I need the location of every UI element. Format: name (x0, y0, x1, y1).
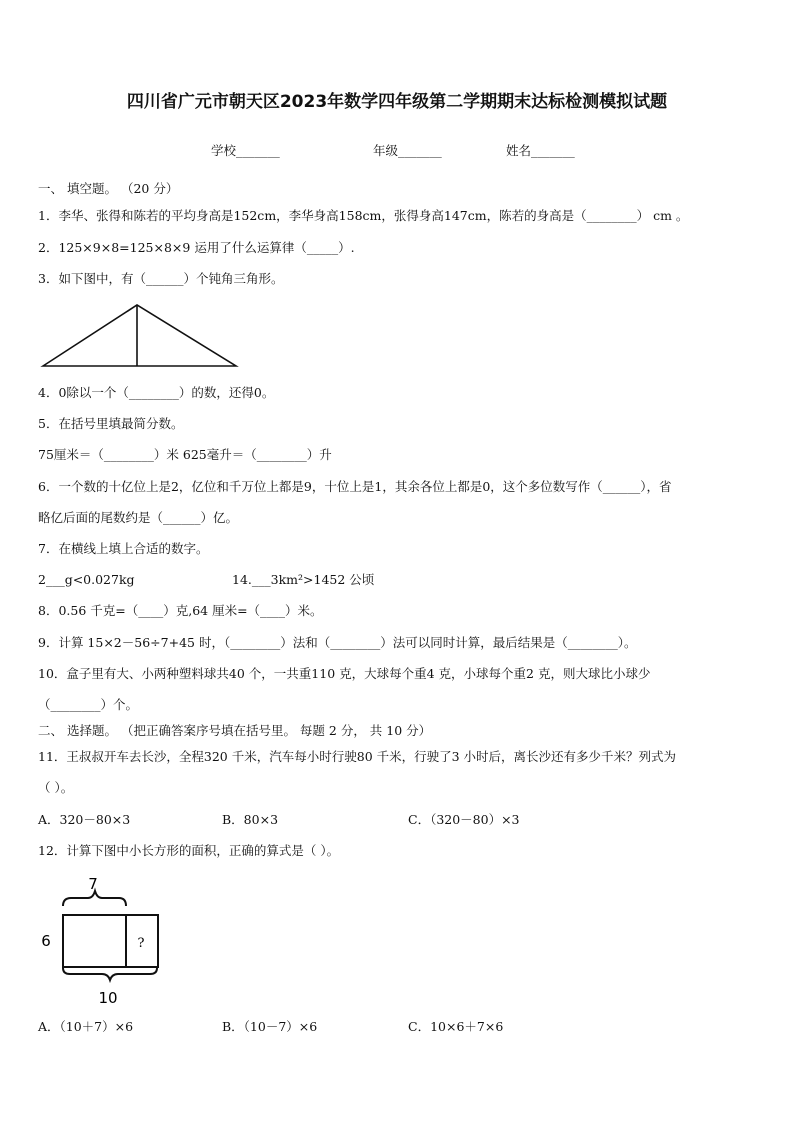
school-field: 学校_______ (211, 143, 280, 158)
question-12-option-c: C．10×6＋7×6 (408, 1019, 504, 1034)
top-brace (63, 891, 126, 906)
figure-label-small: ? (137, 936, 145, 951)
question-1: 1．李华、张得和陈若的平均身高是152cm，李华身高158cm，张得身高147cm，陈若的身高是（________） cm 。 (38, 208, 689, 223)
bottom-brace (63, 968, 157, 980)
question-12-option-b: B．（10－7）×6 (222, 1019, 318, 1034)
question-2: 2．125×9×8=125×8×9 运用了什么运算律（_____）. (38, 240, 355, 255)
question-7-part-b: 14.___3km²>1452 公顷 (232, 572, 375, 587)
grade-field: 年级_______ (373, 143, 442, 158)
large-triangle (43, 305, 236, 366)
question-8: 8．0.56 千克=（____）克,64 厘米=（____）米。 (38, 603, 323, 618)
question-12-option-a: A．（10＋7）×6 (38, 1019, 134, 1034)
section1-heading: 一、 填空题。 （20 分） (38, 181, 179, 196)
question-6-line1: 6．一个数的十亿位上是2，亿位和千万位上都是9，十位上是1，其余各位上都是0，这个多位数写作（______），省 (38, 479, 672, 494)
question-3: 3．如下图中，有（______）个钝角三角形。 (38, 271, 284, 286)
question-10-line2: （________）个。 (38, 697, 139, 712)
question-11-line2: （ ）。 (38, 780, 74, 795)
question-10-line1: 10．盒子里有大、小两种塑料球共40 个，一共重110 克，大球每个重4 克，小球每个重2 克，则大球比小球少 (38, 666, 651, 681)
question-6-line2: 略亿后面的尾数约是（______）亿。 (38, 510, 239, 525)
figure-label-bottom: 10 (98, 989, 118, 1007)
question-7-part-a: 2___g<0.027kg (38, 572, 135, 587)
question-4: 4．0除以一个（________）的数，还得0。 (38, 385, 275, 400)
triangle-figure (40, 302, 240, 372)
figure-label-top: 7 (88, 875, 98, 893)
question-5: 5．在括号里填最简分数。 (38, 416, 184, 431)
question-7: 7．在横线上填上合适的数字。 (38, 541, 209, 556)
question-11-option-b: B．80×3 (222, 812, 279, 827)
page-title: 四川省广元市朝天区2023年数学四年级第二学期期末达标检测模拟试题 (126, 92, 668, 112)
question-11-option-a: A．320－80×3 (38, 812, 131, 827)
rectangle-figure (36, 872, 176, 1012)
question-11-line1: 11．王叔叔开车去长沙，全程320 千米，汽车每小时行驶80 千米，行驶了3 小时后，离长沙还有多少千米？列式为 (38, 749, 677, 764)
name-field: 姓名_______ (506, 143, 575, 158)
figure-label-left: 6 (41, 932, 51, 950)
question-12: 12．计算下图中小长方形的面积，正确的算式是（ ）。 (38, 843, 340, 858)
question-5-blanks: 75厘米＝（________）米 625毫升＝（________）升 (38, 447, 332, 462)
question-9: 9．计算 15×2－56÷7+45 时，（________）法和（________）法可以同时计算，最后结果是（________）。 (38, 635, 637, 650)
section2-heading: 二、 选择题。 （把正确答案序号填在括号里。 每题 2 分， 共 10 分） (38, 723, 432, 738)
question-11-option-c: C．（320－80）×3 (408, 812, 520, 827)
